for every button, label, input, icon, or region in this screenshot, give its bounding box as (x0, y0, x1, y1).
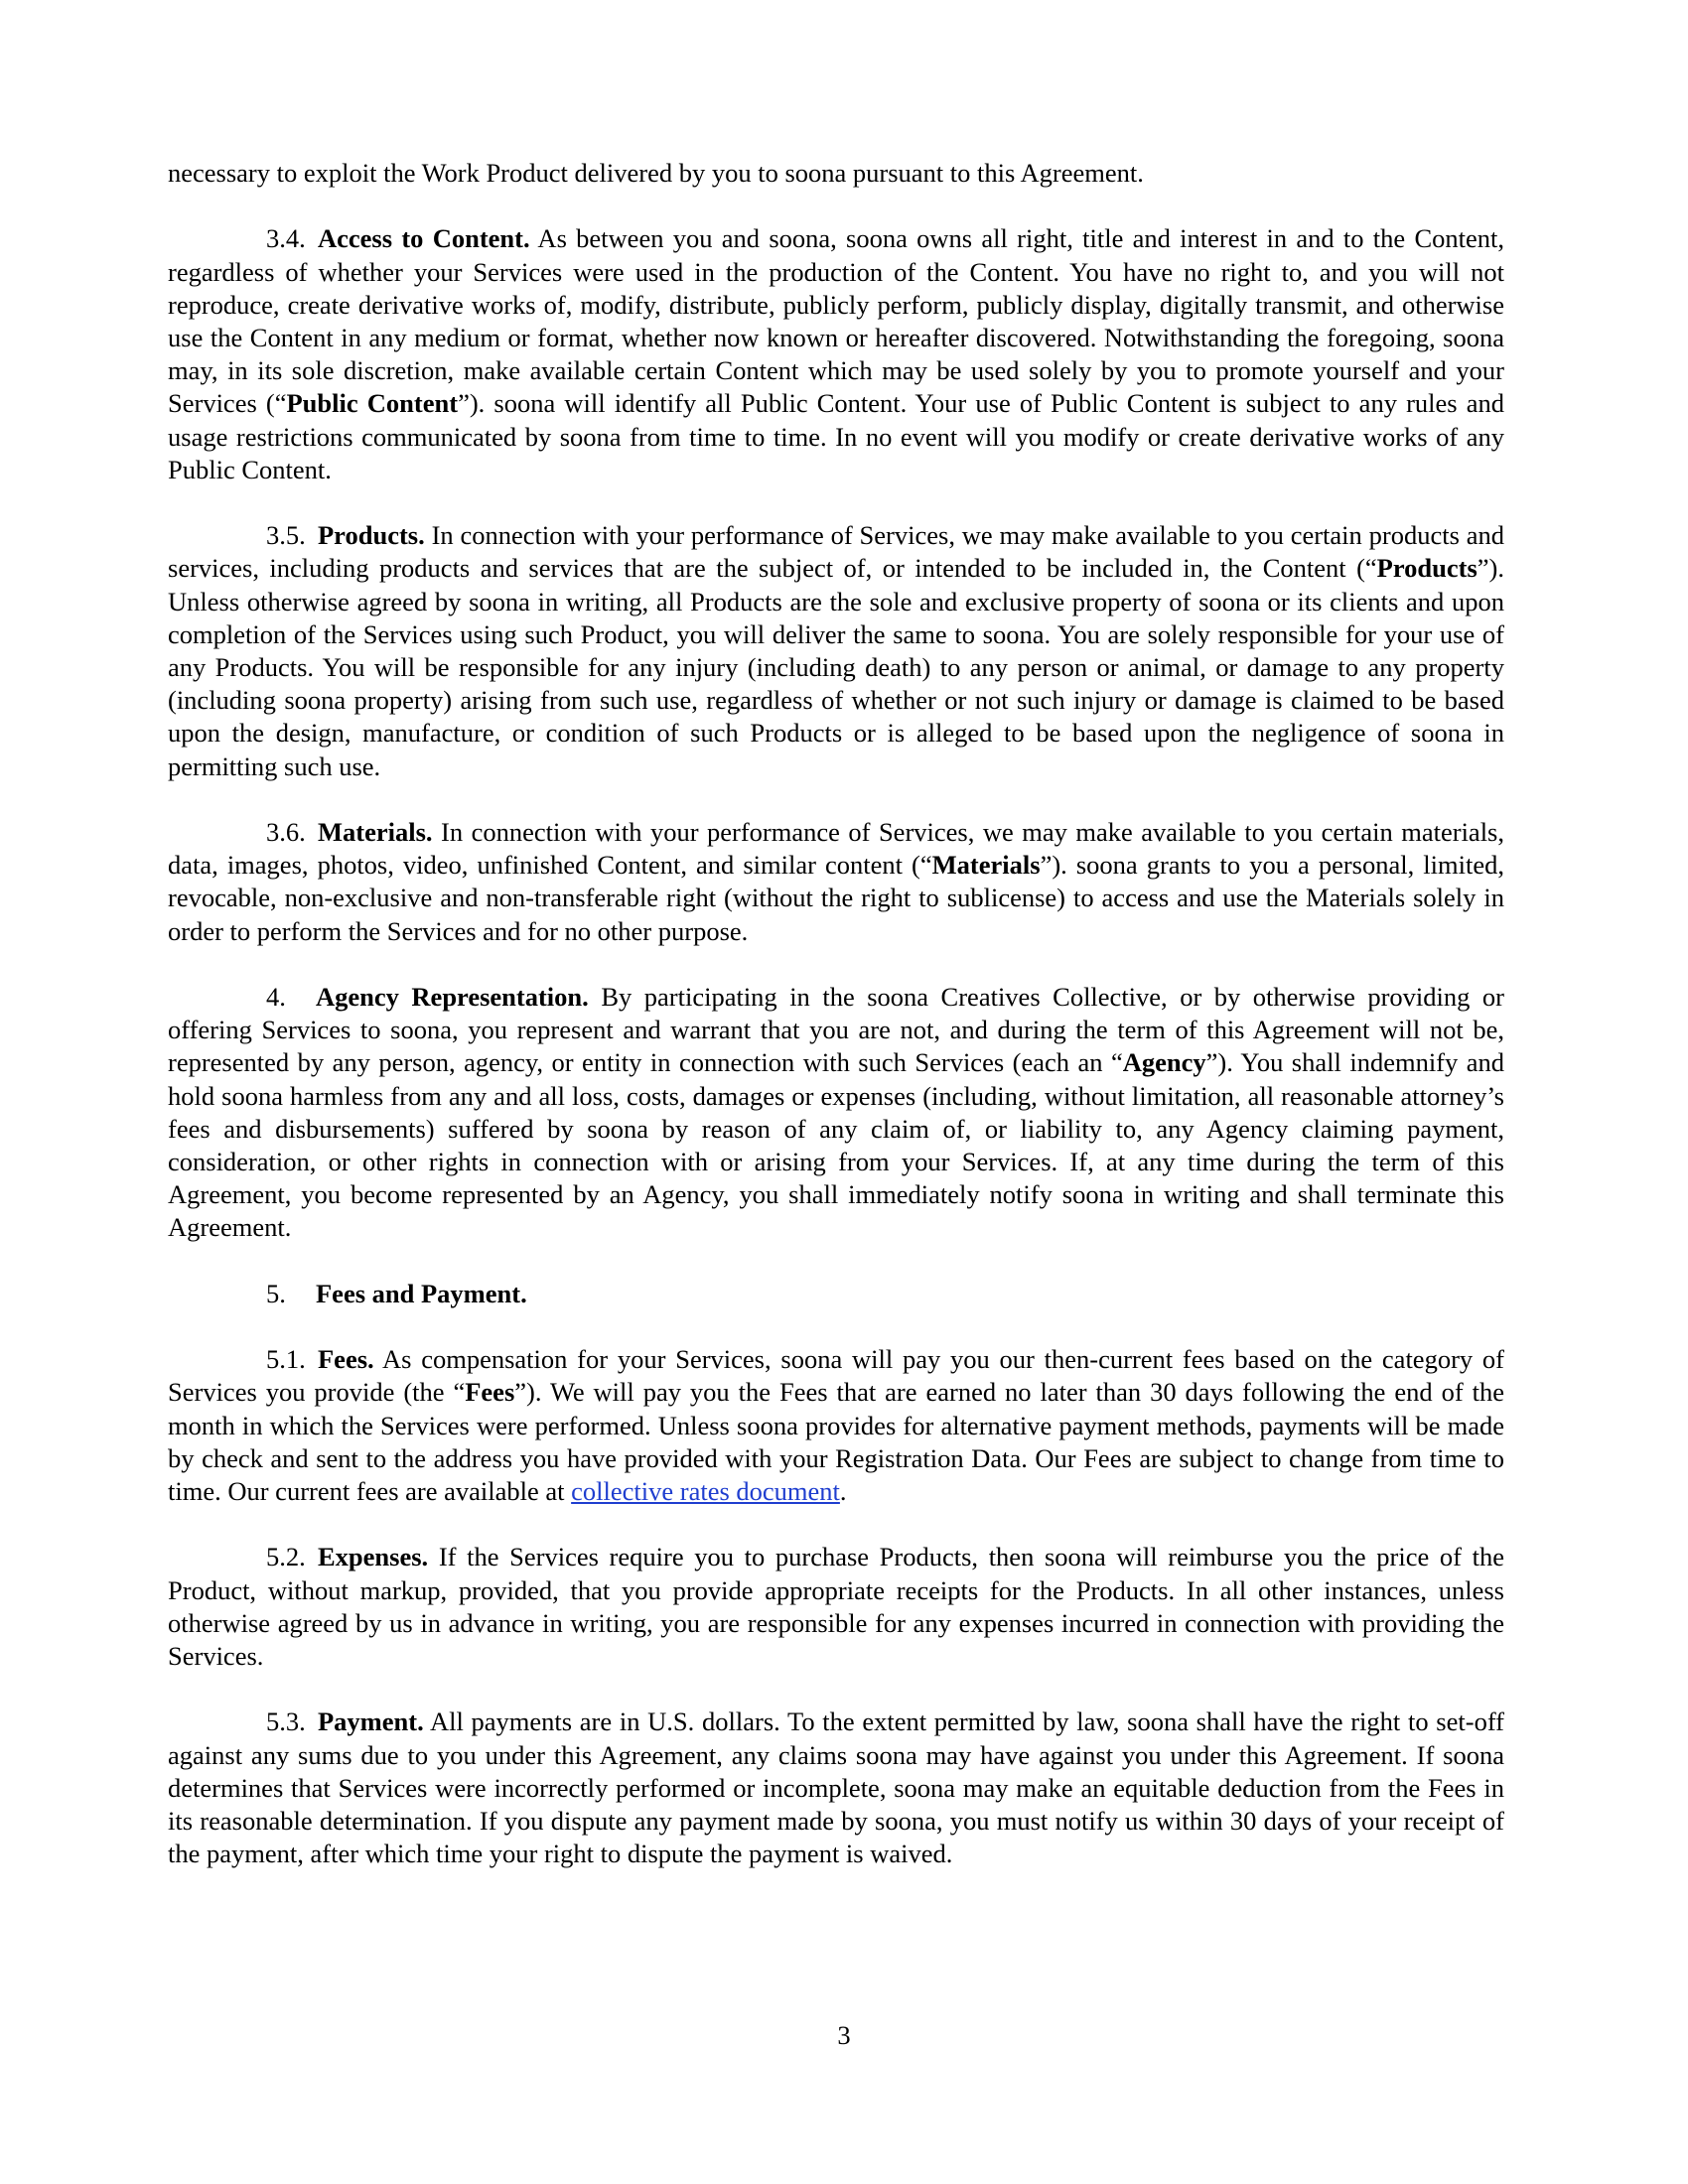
collective-rates-link[interactable]: collective rates document (571, 1476, 840, 1507)
section-number: 5.3. (266, 1706, 306, 1737)
document-body (168, 157, 1504, 1870)
section-heading: Payment. (318, 1706, 424, 1737)
defined-term: Agency (1122, 1047, 1206, 1078)
section-text: ”). Unless otherwise agreed by soona in writing, all Products are the sole and exclusive property of soona or its clients and upon completion of the Services using such Product, you will deliver the same to soona. You are solely responsible for your use of any Products. You will be responsible for any injury (including death) to any person or animal, or damage to any property (including soona property) arising from such use, regardless of whether or not such injury or damage is claimed to be based upon the design, manufacture, or condition of such Products or is alleged to be based upon the negligence of soona in permitting such use. (168, 553, 1504, 781)
section-heading: Products. (318, 520, 425, 551)
section-heading: Materials. (318, 817, 433, 848)
section-text: ”). soona grants to you a personal, limited, revocable, non-exclusive and non-transferable right (without the right to sublicense) to access and use the Materials solely in order to perform the Services and for no other purpose. (168, 850, 1505, 946)
section-text: By participating in the soona Creatives Collective, or by otherwise providing or offering Services to soona, you represent and warrant that you are not, and during the term of this Agreement will not be, represented by any person, agency, or entity in connection with such Services (each an “ (168, 982, 1504, 1078)
section-number: 5. (266, 1278, 286, 1308)
section-5 (168, 1278, 1504, 1310)
section-3-5 (168, 519, 1504, 783)
defined-term: Products (1376, 553, 1477, 584)
section-text: As compensation for your Services, soona will pay you our then-current fees based on the category of Services you provide (the “ (168, 1344, 1504, 1408)
section-heading: Access to Content. (318, 223, 530, 254)
section-text: ”). We will pay you the Fees that are earned no later than 30 days following the end of the month in which the Services were performed. Unless soona provides for alternative payment methods, payments will be made by check and sent to the address you have provided with your Registration Data. Our Fees are subject to change from time to time. Our current fees are available at (168, 1377, 1504, 1507)
section-5-3 (168, 1706, 1504, 1870)
section-number: 5.1. (266, 1344, 306, 1375)
section-heading: Agency Representation. (316, 982, 589, 1013)
section-4 (168, 981, 1504, 1245)
section-5-2 (168, 1541, 1504, 1673)
defined-term: Public Content (286, 388, 459, 419)
section-number: 3.4. (266, 223, 306, 254)
section-text: In connection with your performance of Services, we may make available to you certain materials, data, images, photos, video, unfinished Content, and similar content (“ (168, 817, 1504, 881)
section-heading: Fees and Payment. (316, 1278, 527, 1308)
page-number: 3 (837, 2020, 851, 2050)
defined-term: Fees (465, 1377, 515, 1408)
defined-term: Materials (931, 850, 1041, 881)
section-number: 3.5. (266, 520, 306, 551)
section-text: . (839, 1476, 847, 1507)
section-text: All payments are in U.S. dollars. To the extent permitted by law, soona shall have the right to set-off against any sums due to you under this Agreement, any claims soona may have against you under this Agreement. If soona determines that Services were incorrectly performed or incomplete, soona may make an equitable deduction from the Fees in its reasonable determination. If you dispute any payment made by soona, you must notify us within 30 days of your receipt of the payment, after which time your right to dispute the payment is waived. (168, 1706, 1504, 1869)
section-number: 4. (266, 982, 286, 1013)
section-text: ”). soona will identify all Public Content. Your use of Public Content is subject to any rules and usage restrictions communicated by soona from time to time. In no event will you modify or create derivative works of any Public Content. (168, 388, 1504, 484)
section-number: 3.6. (266, 817, 306, 848)
section-text: In connection with your performance of Services, we may make available to you certain products and services, including products and services that are the subject of, or intended to be included in, the Content (“ (168, 520, 1504, 584)
section-text: As between you and soona, soona owns all right, title and interest in and to the Content, regardless of whether your Services were used in the production of the Content. You have no right to, and you will not reproduce, create derivative works of, modify, distribute, publicly perform, publicly display, digitally transmit, and otherwise use the Content in any medium or format, whether now known or hereafter discovered. Notwithstanding the foregoing, soona may, in its sole discretion, make available certain Content which may be used solely by you to promote yourself and your Services (“ (168, 223, 1505, 419)
section-5-1 (168, 1343, 1504, 1508)
intro-line: necessary to exploit the Work Product delivered by you to soona pursuant to this Agreement. (168, 158, 1144, 188)
section-3-6 (168, 816, 1504, 948)
section-3-4 (168, 222, 1504, 486)
section-text: If the Services require you to purchase Products, then soona will reimburse you the price of the Product, without markup, provided, that you provide appropriate receipts for the Products. In all other instances, unless otherwise agreed by us in advance in writing, you are responsible for any expenses incurred in connection with providing the Services. (168, 1542, 1504, 1672)
section-number: 5.2. (266, 1542, 306, 1572)
section-text: ”). You shall indemnify and hold soona harmless from any and all loss, costs, damages or expenses (including, without limitation, all reasonable attorney’s fees and disbursements) suffered by soona by reason of any claim of, or liability to, any Agency claiming payment, consideration, or other rights in connection with or arising from your Services. If, at any time during the term of this Agreement, you become represented by an Agency, you shall immediately notify soona in writing and shall terminate this Agreement. (168, 1047, 1504, 1243)
section-heading: Expenses. (318, 1542, 429, 1572)
section-heading: Fees. (318, 1344, 374, 1375)
